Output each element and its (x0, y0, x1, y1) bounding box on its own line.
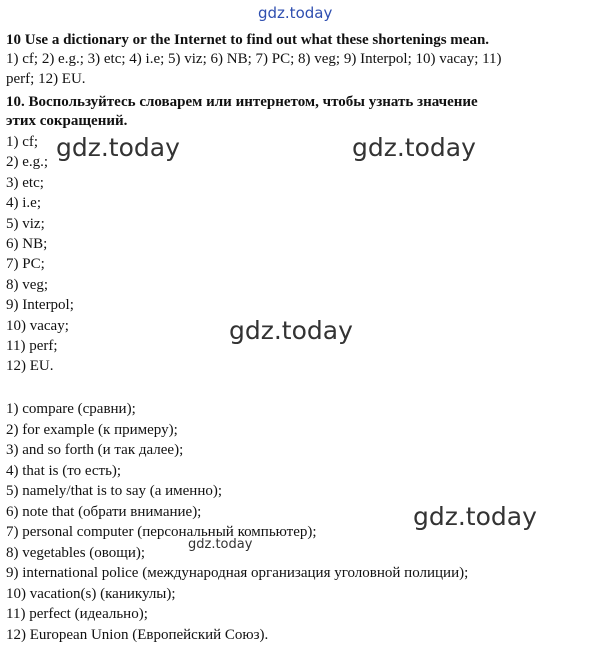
list-item: 10) vacation(s) (каникулы); (6, 585, 176, 602)
task-list-en-line1: 1) cf; 2) e.g.; 3) etc; 4) i.e; 5) viz; 6) NB; 7) PC; 8) veg; 9) Interpol; 10) vacay; 11) (6, 51, 502, 67)
list-item: 9) international police (международная организация уголовной полиции); (6, 565, 469, 581)
list-item: 10) vacay; (6, 317, 69, 334)
list-item: 2) for example (к примеру); (6, 421, 178, 438)
task-title-ru-line2: этих сокращений. (6, 113, 128, 129)
list-item: 2) e.g.; (6, 154, 49, 171)
task-list-en-line2: perf; 12) EU. (6, 71, 86, 87)
list-item: 8) vegetables (овощи); (6, 544, 146, 561)
list-item: 1) cf; (6, 134, 39, 150)
shortenings-list (6, 132, 74, 377)
list-item: 8) veg; (6, 276, 49, 293)
list-item: 12) EU. (6, 358, 54, 375)
meanings-list (6, 399, 468, 645)
task-title-en: 10 Use a dictionary or the Internet to find out what these shortenings mean. (6, 32, 490, 48)
list-item: 7) PC; (6, 256, 45, 273)
watermark-top: gdz.today (258, 4, 333, 22)
watermark: gdz.today (229, 316, 353, 345)
list-item: 3) etc; (6, 174, 44, 191)
list-item: 9) Interpol; (6, 297, 74, 314)
task-title-ru-line1: 10. Воспользуйтесь словарем или интернетом, чтобы узнать значение (6, 94, 478, 110)
watermark: gdz.today (56, 133, 180, 162)
list-item: 6) NB; (6, 235, 48, 252)
watermark: gdz.today (352, 133, 476, 162)
list-item: 3) and so forth (и так далее); (6, 442, 184, 458)
watermark-small: gdz.today (188, 537, 253, 552)
list-item: 4) i.e; (6, 195, 41, 212)
list-item: 5) viz; (6, 215, 45, 232)
list-item: 12) European Union (Европейский Союз). (6, 626, 269, 643)
list-item: 11) perf; (6, 337, 58, 354)
list-item: 6) note that (обрати внимание); (6, 503, 202, 520)
watermark: gdz.today (413, 502, 537, 531)
list-item: 11) perfect (идеально); (6, 606, 148, 622)
list-item: 5) namely/that is to say (а именно); (6, 483, 223, 499)
list-item: 1) compare (сравни); (6, 401, 136, 417)
list-item: 4) that is (то есть); (6, 462, 122, 479)
list-item: 7) personal computer (персональный компьютер); (6, 524, 317, 540)
